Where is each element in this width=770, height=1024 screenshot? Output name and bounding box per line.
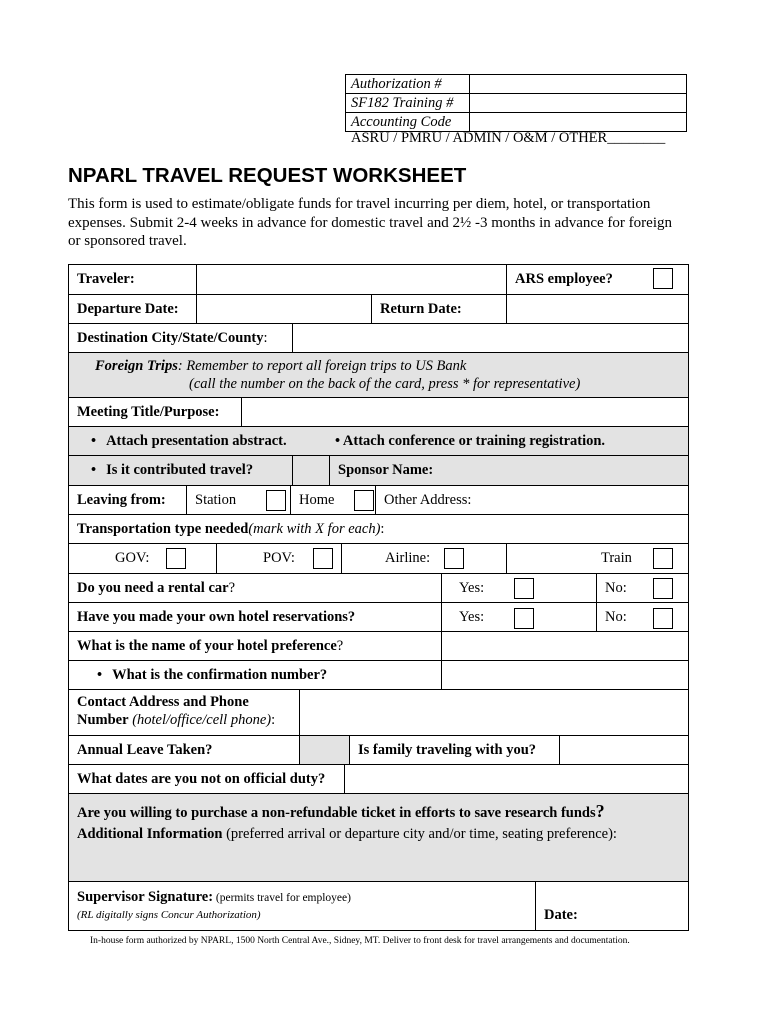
- confirmation-row: [69, 661, 688, 690]
- attach-abstract-item: [83, 427, 323, 455]
- other-address-label[interactable]: Other Address:: [375, 486, 688, 514]
- meeting-field[interactable]: [241, 398, 688, 426]
- transportation-row: [69, 515, 688, 544]
- attach-registration-item: • Attach conference or training registration.: [335, 432, 606, 449]
- transport-options-row: [69, 544, 688, 574]
- rental-yes-label: Yes:: [441, 574, 596, 602]
- not-official-field[interactable]: [344, 765, 688, 793]
- additional-info-text: Additional Information: [77, 826, 223, 842]
- station-checkbox[interactable]: [266, 490, 286, 511]
- rental-car-label: [69, 574, 441, 602]
- additional-info-label: [77, 826, 617, 843]
- destination-label-text: Destination City/State/County: [77, 329, 264, 346]
- contact-number-text: Number: [77, 712, 129, 728]
- supervisor-signature-label: [77, 888, 351, 906]
- hotel-preference-field[interactable]: [441, 632, 688, 660]
- sponsor-name-label: Sponsor Name:: [329, 456, 688, 485]
- supervisor-row: [69, 882, 688, 930]
- rental-car-text: Do you need a rental car: [77, 579, 229, 596]
- transportation-hint: (mark with X for each): [248, 520, 381, 537]
- bullet: •: [91, 432, 97, 449]
- nonrefundable-q: ?: [595, 801, 605, 821]
- foreign-trips-line1: : Remember to report all foreign trips to US Bank: [177, 358, 467, 374]
- transportation-colon: :: [380, 520, 385, 537]
- attach-abstract-text: Attach presentation abstract.: [106, 432, 287, 449]
- rental-car-row: [69, 574, 688, 603]
- hotel-yes-label: Yes:: [441, 603, 596, 631]
- not-official-row: [69, 765, 688, 794]
- destination-row: [69, 324, 688, 353]
- additional-info-field[interactable]: [77, 846, 677, 878]
- hotel-preference-q: ?: [336, 637, 344, 654]
- authorization-box: [345, 74, 687, 132]
- hotel-reservations-row: [69, 603, 688, 632]
- unit-options-line: ASRU / PMRU / ADMIN / O&M / OTHER________: [351, 130, 666, 146]
- gov-checkbox[interactable]: [166, 548, 186, 569]
- travel-request-form: [68, 264, 689, 931]
- hotel-yes-checkbox[interactable]: [514, 608, 534, 629]
- airline-checkbox[interactable]: [444, 548, 464, 569]
- contact-colon: :: [271, 712, 276, 728]
- page-title: NPARL TRAVEL REQUEST WORKSHEET: [68, 164, 467, 187]
- hotel-no-label: No:: [596, 603, 688, 631]
- supervisor-text: Supervisor Signature:: [77, 889, 214, 905]
- contact-label-line1: Contact Address and Phone: [77, 694, 249, 710]
- transportation-label-text: Transportation type needed: [77, 520, 249, 537]
- gov-label: GOV:: [115, 550, 150, 566]
- supervisor-note: (RL digitally signs Concur Authorization): [77, 909, 261, 921]
- return-date-field[interactable]: [506, 295, 688, 323]
- foreign-trips-row: [69, 353, 688, 398]
- rental-car-q: ?: [228, 579, 236, 596]
- departure-date-label: Departure Date:: [77, 300, 179, 317]
- confirmation-item: [89, 661, 441, 689]
- annual-leave-label: Annual Leave Taken?: [77, 741, 213, 758]
- attachments-row: [69, 427, 688, 456]
- contact-field[interactable]: [299, 690, 688, 735]
- traveler-field[interactable]: [196, 265, 506, 294]
- nonrefundable-text: Are you willing to purchase a non-refundable ticket in efforts to save research funds: [77, 805, 596, 821]
- sf182-training-field[interactable]: [470, 94, 686, 111]
- divider: [341, 544, 342, 573]
- meeting-row: [69, 398, 688, 427]
- hotel-reservations-label: Have you made your own hotel reservations?: [77, 608, 356, 625]
- station-label: Station: [195, 491, 237, 508]
- contact-label-line2: [77, 712, 275, 729]
- sf182-training-label: SF182 Training #: [346, 94, 470, 113]
- divider: [216, 544, 217, 573]
- bullet: •: [91, 462, 97, 478]
- bullet: •: [97, 666, 103, 683]
- departure-date-field[interactable]: [196, 295, 371, 323]
- foreign-trips-label: Foreign Trips: [95, 358, 178, 374]
- home-label: Home: [299, 491, 335, 508]
- leaving-from-label: Leaving from:: [77, 491, 166, 508]
- confirmation-text: What is the confirmation number?: [112, 666, 328, 683]
- supervisor-hint: (permits travel for employee): [213, 892, 351, 904]
- hotel-preference-label: [69, 632, 441, 660]
- contributed-row: [69, 456, 688, 486]
- home-checkbox[interactable]: [354, 490, 374, 511]
- contributed-field[interactable]: [292, 456, 329, 485]
- train-label: Train: [601, 550, 632, 566]
- foreign-trips-note: [95, 358, 466, 375]
- accounting-code-field[interactable]: [470, 113, 686, 130]
- pov-checkbox[interactable]: [313, 548, 333, 569]
- meeting-label: Meeting Title/Purpose:: [77, 403, 220, 420]
- destination-label: [69, 324, 292, 352]
- family-traveling-field[interactable]: [559, 736, 688, 764]
- date-label: Date:: [544, 907, 578, 923]
- nonrefundable-question: [77, 801, 605, 822]
- contact-row: [69, 690, 688, 736]
- traveler-label: Traveler:: [77, 271, 135, 287]
- additional-info-hint: (preferred arrival or departure city and/or time, seating preference):: [222, 826, 617, 842]
- destination-field[interactable]: [292, 324, 688, 352]
- pov-label: POV:: [263, 550, 295, 566]
- rental-no-checkbox[interactable]: [653, 578, 673, 599]
- hotel-no-checkbox[interactable]: [653, 608, 673, 629]
- not-official-label: What dates are you not on official duty?: [77, 770, 326, 787]
- intro-paragraph: This form is used to estimate/obligate funds for travel incurring per diem, hotel, or transportation expenses. Submit 2-4 weeks in advance for domestic travel and 2½ -3 months in advance for foreign or sponsored travel.: [68, 196, 672, 249]
- contributed-text: Is it contributed travel?: [106, 462, 254, 478]
- ars-employee-label: ARS employee?: [506, 265, 688, 294]
- rental-yes-checkbox[interactable]: [514, 578, 534, 599]
- accounting-code-label: Accounting Code: [346, 113, 470, 132]
- additional-info-row: [69, 794, 688, 882]
- contact-hint: (hotel/office/cell phone): [132, 712, 272, 728]
- transportation-label: [69, 515, 688, 543]
- family-traveling-label: Is family traveling with you?: [349, 736, 559, 764]
- rental-no-label: No:: [596, 574, 688, 602]
- dates-row: [69, 295, 688, 324]
- hotel-preference-text: What is the name of your hotel preference: [77, 637, 337, 654]
- annual-leave-field[interactable]: [299, 736, 349, 764]
- contributed-item: [83, 456, 292, 485]
- ars-employee-checkbox[interactable]: [653, 268, 673, 289]
- airline-label: Airline:: [385, 550, 431, 566]
- confirmation-field[interactable]: [441, 661, 688, 689]
- return-date-label: Return Date:: [371, 295, 506, 323]
- leaving-from-row: [69, 486, 688, 515]
- train-checkbox[interactable]: [653, 548, 673, 569]
- footer-note: In-house form authorized by NPARL, 1500 North Central Ave., Sidney, MT. Deliver to front desk for travel arrangements and documentation.: [90, 936, 630, 946]
- leave-family-row: [69, 736, 688, 765]
- authorization-number-label: Authorization #: [346, 75, 470, 94]
- destination-colon: :: [263, 329, 268, 346]
- divider: [506, 544, 507, 573]
- foreign-trips-line2: (call the number on the back of the card, press * for representative): [189, 376, 581, 392]
- traveler-row: [69, 265, 688, 295]
- authorization-number-field[interactable]: [470, 75, 686, 92]
- date-cell[interactable]: [535, 882, 688, 930]
- hotel-preference-row: [69, 632, 688, 661]
